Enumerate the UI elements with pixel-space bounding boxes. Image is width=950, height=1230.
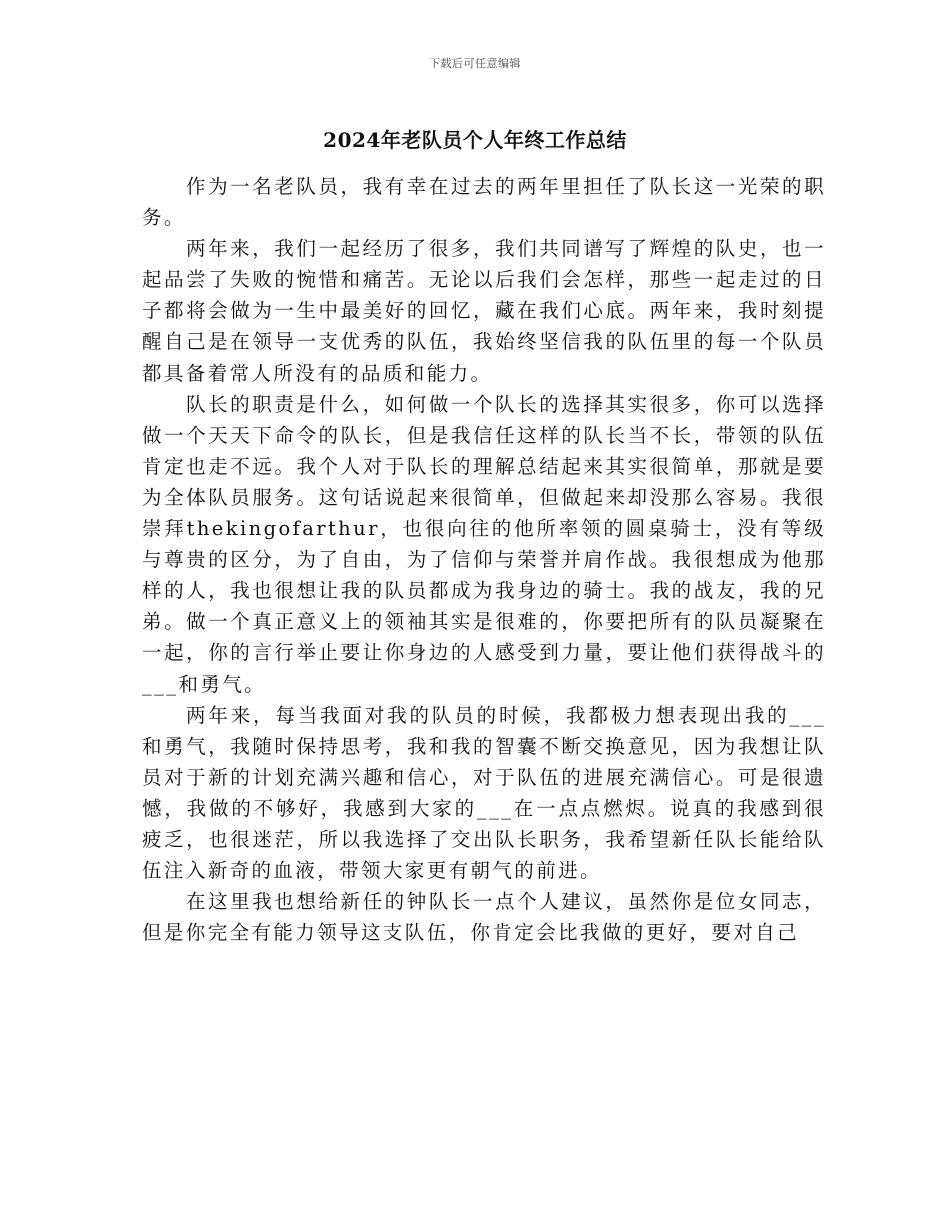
document-body	[142, 171, 826, 948]
page-header-note: 下载后可任意编辑	[429, 57, 521, 70]
paragraph-5: 在这里我也想给新任的钟队长一点个人建议，虽然你是位女同志，但是你完全有能力领导这支队伍，你肯定会比我做的更好，要对自己	[142, 890, 826, 945]
document-title: 2024年老队员个人年终工作总结	[323, 128, 627, 152]
paragraph-4: 两年来，每当我面对我的队员的时候，我都极力想表现出我的___和勇气，我随时保持思考，我和我的智囊不断交换意见，因为我想让队员对于新的计划充满兴趣和信心，对于队伍的进展充满信心。可是很遗憾，我做的不够好，我感到大家的___在一点点燃烬。说真的我感到很疲乏，也很迷茫，所以我选择了交出队长职务，我希望新任队长能给队伍注入新奇的血液，带领大家更有朝气的前进。	[142, 703, 826, 883]
paragraph-1: 作为一名老队员，我有幸在过去的两年里担任了队长这一光荣的职务。	[142, 175, 826, 230]
paragraph-2: 两年来，我们一起经历了很多，我们共同谱写了辉煌的队史，也一起品尝了失败的惋惜和痛苦。无论以后我们会怎样，那些一起走过的日子都将会做为一生中最美好的回忆，藏在我们心底。两年来，我时刻提醒自己是在领导一支优秀的队伍，我始终坚信我的队伍里的每一个队员都具备着常人所没有的品质和能力。	[142, 237, 826, 385]
paragraph-3: 队长的职责是什么，如何做一个队长的选择其实很多，你可以选择做一个天天下命令的队长，但是我信任这样的队长当不长，带领的队伍肯定也走不远。我个人对于队长的理解总结起来其实很简单，那就是要为全体队员服务。这句话说起来很简单，但做起来却没那么容易。我很崇拜thekingofarthur，也很向往的他所率领的圆桌骑士，没有等级与尊贵的区分，为了自由，为了信仰与荣誉并肩作战。我很想成为他那样的人，我也很想让我的队员都成为我身边的骑士。我的战友，我的兄弟。做一个真正意义上的领袖其实是很难的，你要把所有的队员凝聚在一起，你的言行举止要让你身边的人感受到力量，要让他们获得战斗的___和勇气。	[142, 392, 826, 696]
